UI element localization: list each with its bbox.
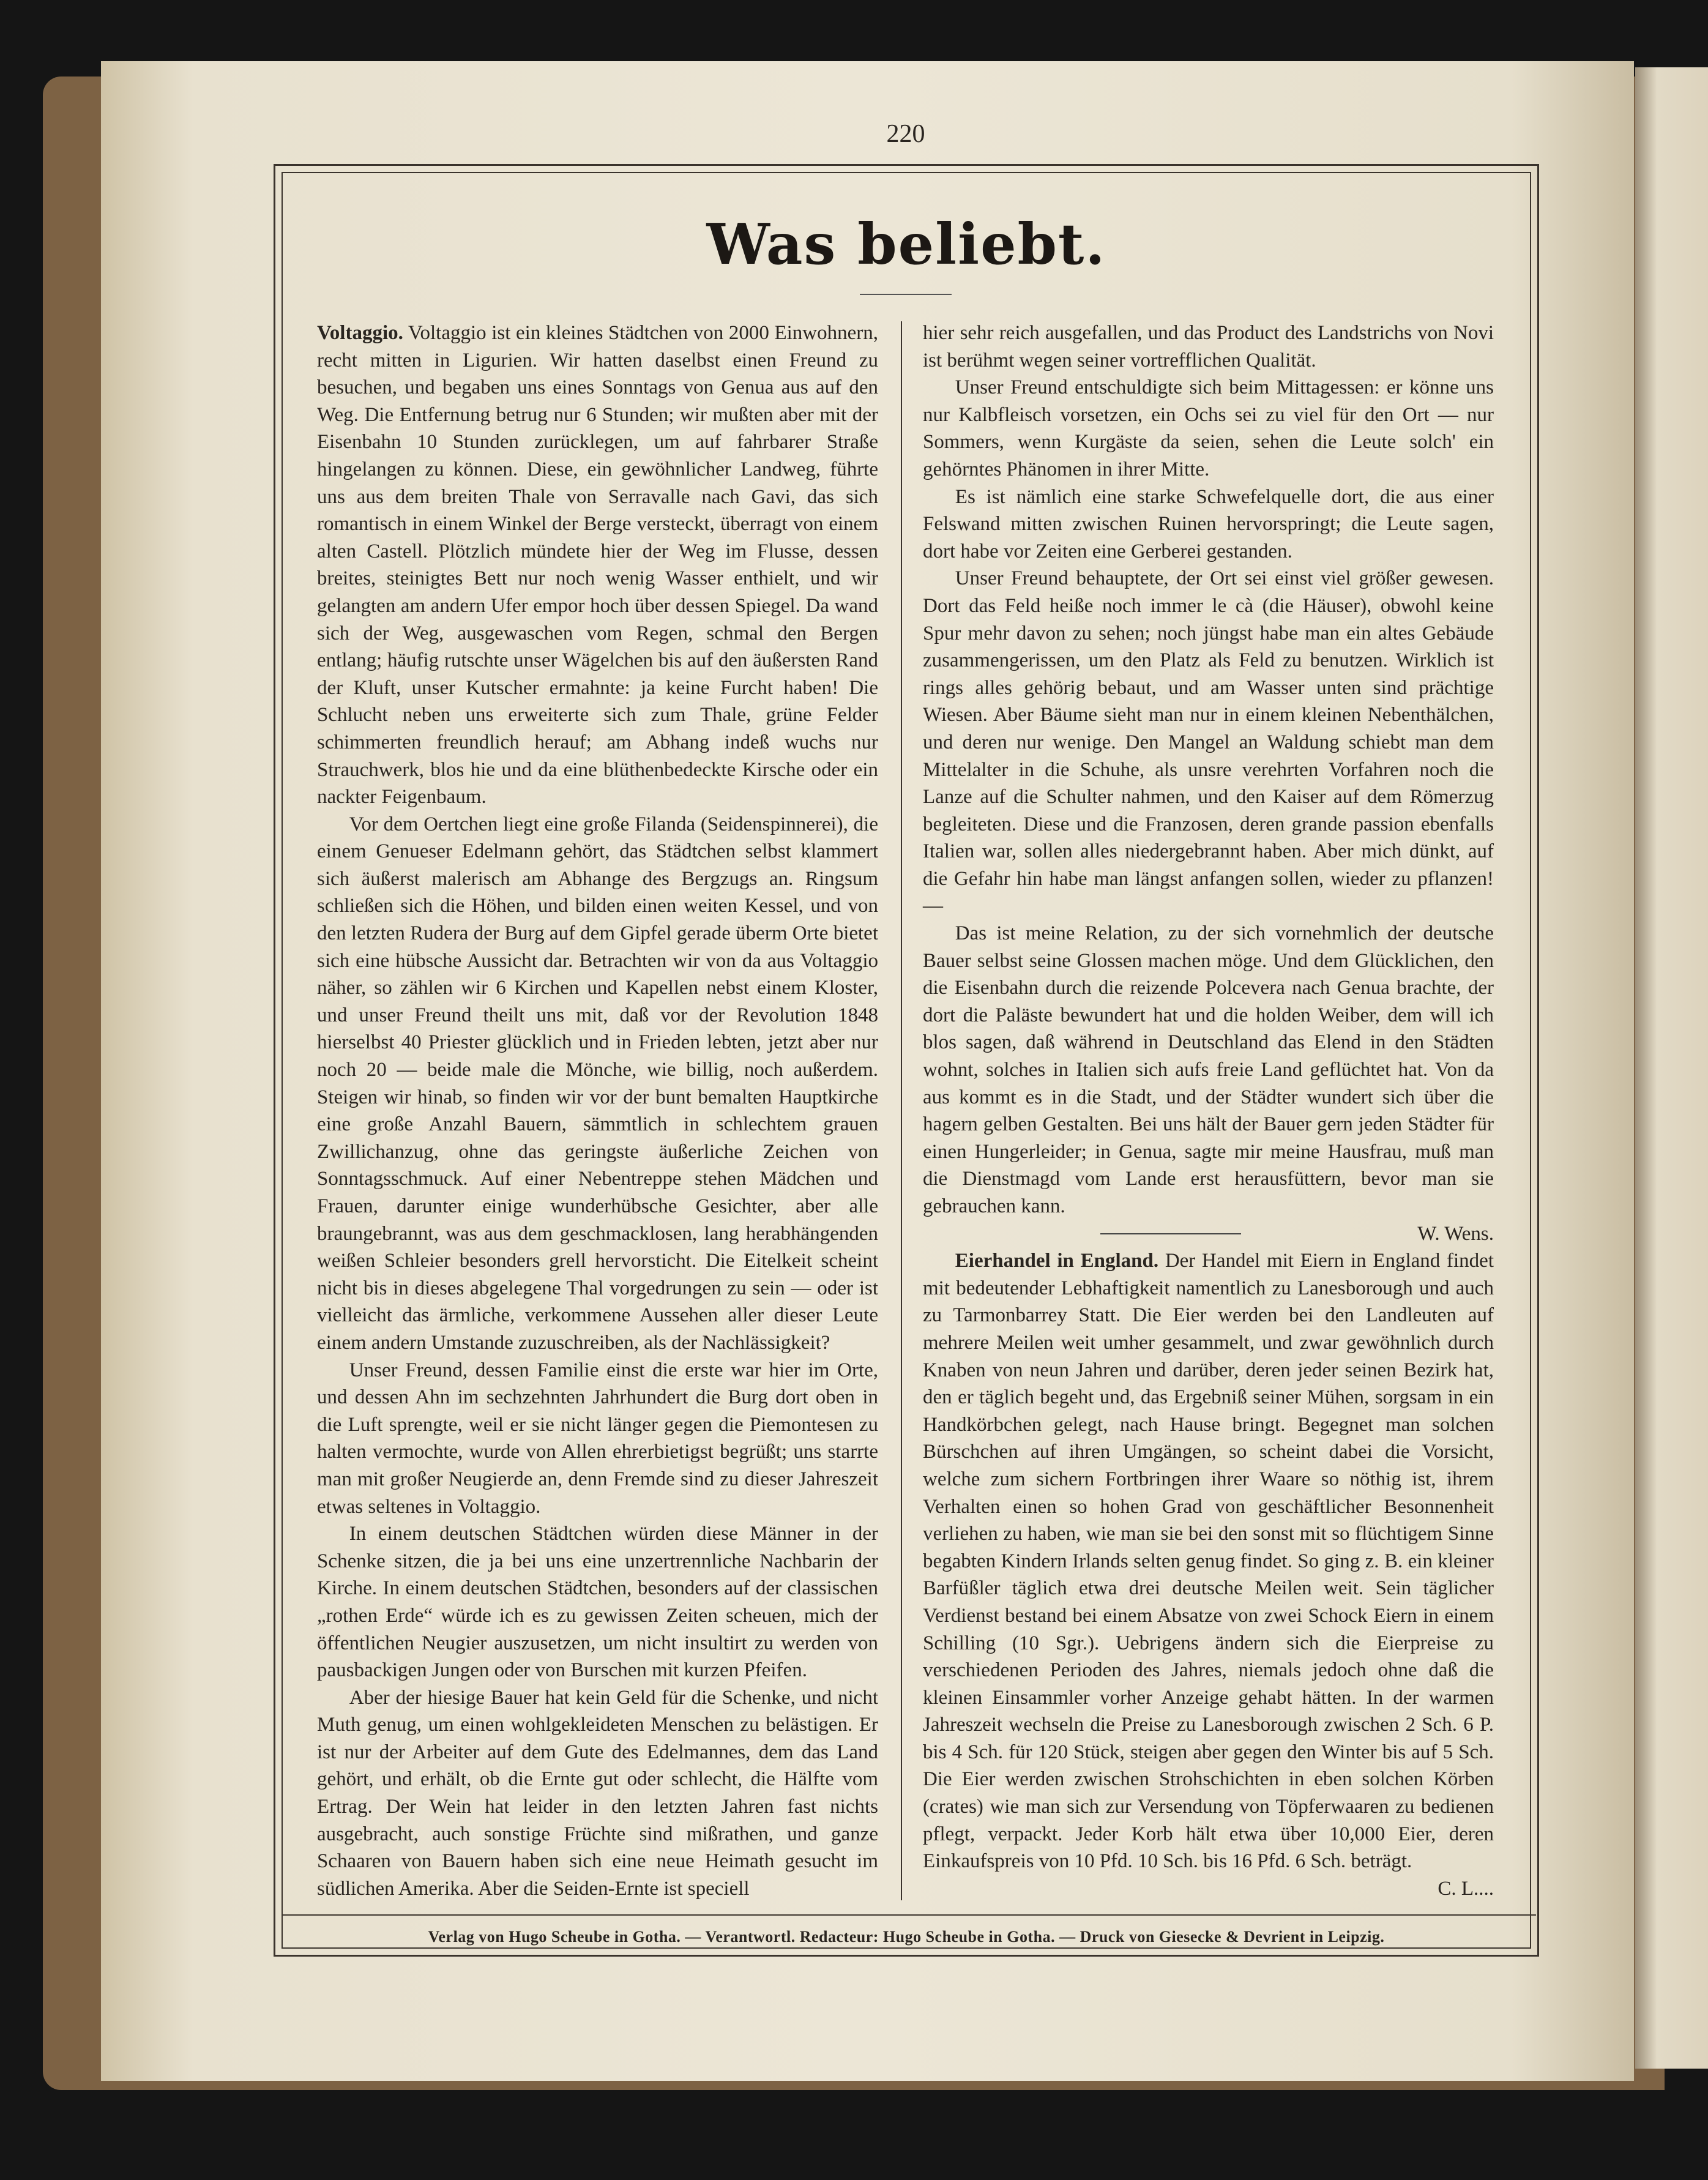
title-ornament [860, 294, 952, 295]
right-column [923, 319, 1494, 1902]
paragraph: Aber der hiesige Bauer hat kein Geld für die Schenke, und nicht Muth genug, um einen wohlgekleideten Menschen zu belästigen. Er ist nur der Arbeiter auf dem Gute des Edelmannes, dem das Land gehört, und erhält, ob die Ernte gut oder schlecht, die Hälfte vom Ertrag. Der Wein hat leider in den letzten Jahren fast nichts ausgebracht, auch sonstige Früchte sind mißrathen, und ganze Schaaren von Bauern haben sich eine neue Heimath gesucht im südlichen Amerika. Aber die Seiden-Ernte ist speciell [317, 1686, 878, 1900]
adjacent-page-edge [1635, 67, 1708, 2069]
paragraph [923, 1247, 1494, 1875]
page-number: 220 [886, 120, 925, 148]
paragraph-text: Voltaggio ist ein kleines Städtchen von 2000 Einwohnern, recht mitten in Ligurien. Wir hatten daselbst einen Freund zu besuchen, und begaben uns eines Sonntags von Genua aus auf den Weg. Die Entfernung betrug nur 6 Stunden; wir mußten aber mit der Eisenbahn 10 Stunden zurücklegen, um auf fahrbarer Straße hingelangen zu können. Diese, ein gewöhnlicher Landweg, führte uns aus dem breiten Thale von Serravalle nach Gavi, das sich romantisch in einem Winkel der Berge versteckt, überragt von einem alten Castell. Plötzlich mündete hier der Weg im Flusse, dessen breites, steinigtes Bett nur noch wenig Wasser enthielt, und wir gelangten am andern Ufer empor hoch über dessen Spiegel. Da wand sich der Weg, ausgewaschen vom Regen, schmal den Bergen entlang; häufig rutschte unser Wägelchen bis auf den äußersten Rand der Kluft, unser Kutscher ermahnte: ja keine Furcht haben! Die Schlucht neben uns erweiterte sich zum Thale, grüne Felder schimmerten freundlich herauf; am Abhang indeß wuchs nur Strauchwerk, blos hie und da eine blüthenbedeckte Kirsche oder ein nackter Feigenbaum. [317, 322, 878, 808]
paragraph [317, 319, 878, 811]
page-title: Was beliebt. [706, 211, 1106, 277]
column-divider [901, 321, 902, 1900]
imprint-footer: Verlag von Hugo Scheube in Gotha. — Verantwortl. Redacteur: Hugo Scheube in Gotha. — Druck von Giesecke & Devrient in Leipzig. [428, 1928, 1385, 1946]
footer-rule [282, 1914, 1536, 1916]
paragraph: Das ist meine Relation, zu der sich vornehmlich der deutsche Bauer selbst seine Glossen machen möge. Und dem Glücklichen, den die Eisenbahn durch die reizende Polcevera nach Genua brachte, der dort die Paläste bewundert hat und die holden Weiber, dem will ich blos sagen, daß während in Deutschland das Elend in den Städten wohnt, solches in Italien sich aufs freie Land geflüchtet hat. Von da aus kommt es in die Stadt, und der Städter wundert sich über die hagern gelben Gestalten. Bei uns hält der Bauer gern jeden Städter für einen Hungerleider; in Genua, sagte mir meine Hausfrau, muß man die Dienstmagd vom Lande erst herausfüttern, bevor man sie gebrauchen kann. [923, 922, 1494, 1217]
paragraph: Vor dem Oertchen liegt eine große Filanda (Seidenspinnerei), die einem Genueser Edelmann gehört, das Städtchen selbst klammert sich äußerst malerisch am Abhange des Bergzugs an. Ringsum schließen sich die Höhen, und bilden einen weiten Kessel, und von den letzten Rudera der Burg auf dem Gipfel gerade überm Orte bietet sich eine hübsche Aussicht dar. Betrachten wir von da aus Voltaggio näher, so zählen wir 6 Kirchen und Kapellen nebst einem Kloster, und unser Freund theilt uns mit, daß vor der Revolution 1848 hierselbst 40 Priester glücklich und in Frieden lebten, jetzt aber nur noch 20 — beide male die Mönche, wie billig, noch außerdem. Steigen wir hinab, so finden wir vor der bunt bemalten Hauptkirche eine große Anzahl Bauern, sämmtlich in schlechtem grauen Zwillichanzug, ohne das geringste äußerliche Zeichen von Sonntagsschmuck. Auf einer Nebentreppe stehen Mädchen und Frauen, darunter einige wunderhübsche Gesichter, aber alle braungebrannt, was aus dem geschmacklosen, lang herabhängenden weißen Schleier besonders grell hervorsticht. Die Eitelkeit scheint nicht bis in dieses abgelegene Thal vorgedrungen zu sein — oder ist vielleicht das ärmliche, verkommene Aussehen aller dieser Leute einem andern Umstande zuzuschreiben, als der Nachlässigkeit? [317, 813, 878, 1354]
left-column [317, 319, 878, 1902]
paragraph: Unser Freund behauptete, der Ort sei einst viel größer gewesen. Dort das Feld heiße noch immer le cà (die Häuser), obwohl keine Spur mehr davon zu sehen; noch jüngst habe man ein altes Gebäude zusammengerissen, um den Platz als Feld zu benutzen. Wirklich ist rings alles gehörig bebaut, und am Wasser unten sind prächtige Wiesen. Aber Bäume sieht man nur in einem kleinen Nebenthälchen, und deren nur wenige. Den Mangel an Waldung schiebt man dem Mittelalter in die Schuhe, als unsre verehrten Vorfahren noch die Lanze auf die Schulter nahmen, und den Kaiser auf dem Römerzug begleiteten. Diese und die Franzosen, deren grande passion ebenfalls Italien war, sollen alles niedergebrannt haben. Aber mich dünkt, auf die Gefahr hin habe man längst anfangen sollen, wieder zu pflanzen! — [923, 567, 1494, 917]
author-signature: W. Wens. [1417, 1222, 1494, 1245]
paragraph: Es ist nämlich eine starke Schwefelquelle dort, die aus einer Felswand mitten zwischen Ruinen hervorspringt; die Leute sagen, dort habe vor Zeiten eine Gerberei gestanden. [923, 485, 1494, 562]
separator-rule [1100, 1233, 1241, 1234]
article-lead: Voltaggio. [317, 322, 403, 344]
paragraph: Unser Freund entschuldigte sich beim Mittagessen: er könne uns nur Kalbfleisch vorsetzen, ein Ochs sei zu viel für den Ort — nur Sommers, wenn Kurgäste da seien, sehen die Leute solch' ein gehörntes Phänomen in ihrer Mitte. [923, 376, 1494, 480]
signature-line [923, 1220, 1494, 1248]
paragraph: In einem deutschen Städtchen würden diese Männer in der Schenke sitzen, die ja bei uns eine unzertrennliche Nachbarin der Kirche. In einem deutschen Städtchen, besonders auf der classischen „rothen Erde“ würde ich es zu gewissen Zeiten scheuen, mich der öffentlichen Neugier auszusetzen, um nicht insultirt zu werden von pausbackigen Jungen oder von Burschen mit kurzen Pfeifen. [317, 1523, 878, 1682]
paragraph: Unser Freund, dessen Familie einst die erste war hier im Orte, und dessen Ahn im sechzehnten Jahrhundert die Burg dort oben in die Luft sprengte, weil er sie nicht länger gegen die Piemontesen zu halten vermochte, wurde von Allen ehrerbietigst begrüßt; uns starrte man mit großer Neugierde an, denn Fremde sind zu dieser Jahreszeit etwas seltenes in Voltaggio. [317, 1359, 878, 1518]
paragraph-text: Der Handel mit Eiern in England findet mit bedeutender Lebhaftigkeit namentlich zu Lanesborough und auch zu Tarmonbarrey Statt. Die Eier werden bei den Landleuten auf mehrere Meilen weit umher gesammelt, und zwar gewöhnlich durch Knaben von neun Jahren und darüber, deren jeder seinen Bezirk hat, den er täglich begeht und, das Ergebniß seiner Mühen, sorgsam in ein Handkörbchen gelegt, nach Hause bringt. Begegnet man solchen Bürschchen auf ihren Umgängen, so scheint dabei die Vorsicht, welche zum sichern Fortbringen ihrer Waare so nöthig ist, ihrem Verhalten einen so hohen Grad von geschäftlicher Besonnenheit verliehen zu haben, wie man sie bei den sonst mit so flüchtigem Sinne begabten Kindern Irlands selten genug findet. So ging z. B. ein kleiner Barfüßler täglich etwa drei deutsche Meilen weit. Sein täglicher Verdienst bestand bei einem Absatze von zwei Schock Eiern in einem Schilling (10 Sgr.). Uebrigens ändern sich die Eierpreise zu verschiedenen Perioden des Jahres, niemals jedoch ohne daß die kleinen Einsammler vorher Anzeige gehabt hätten. In der warmen Jahreszeit wechseln die Preise zu Lanesborough zwischen 2 Sch. 6 P. bis 4 Sch. für 120 Stück, steigen aber gegen den Winter bis auf 5 Sch. Die Eier werden zwischen Strohschichten in eben solchen Körben (crates) wie man sich zur Versendung von Töpferwaaren zu bedienen pflegt, verpackt. Jeder Korb hält etwa über 10,000 Eier, deren Einkaufspreis von 10 Pfd. 10 Sch. bis 16 Pfd. 6 Sch. beträgt. [923, 1250, 1494, 1873]
paragraph: hier sehr reich ausgefallen, und das Product des Landstrichs von Novi ist berühmt wegen seiner vortrefflichen Qualität. [923, 322, 1494, 371]
author-signature: C. L.... [1438, 1877, 1494, 1900]
article-lead: Eierhandel in England. [955, 1250, 1159, 1272]
